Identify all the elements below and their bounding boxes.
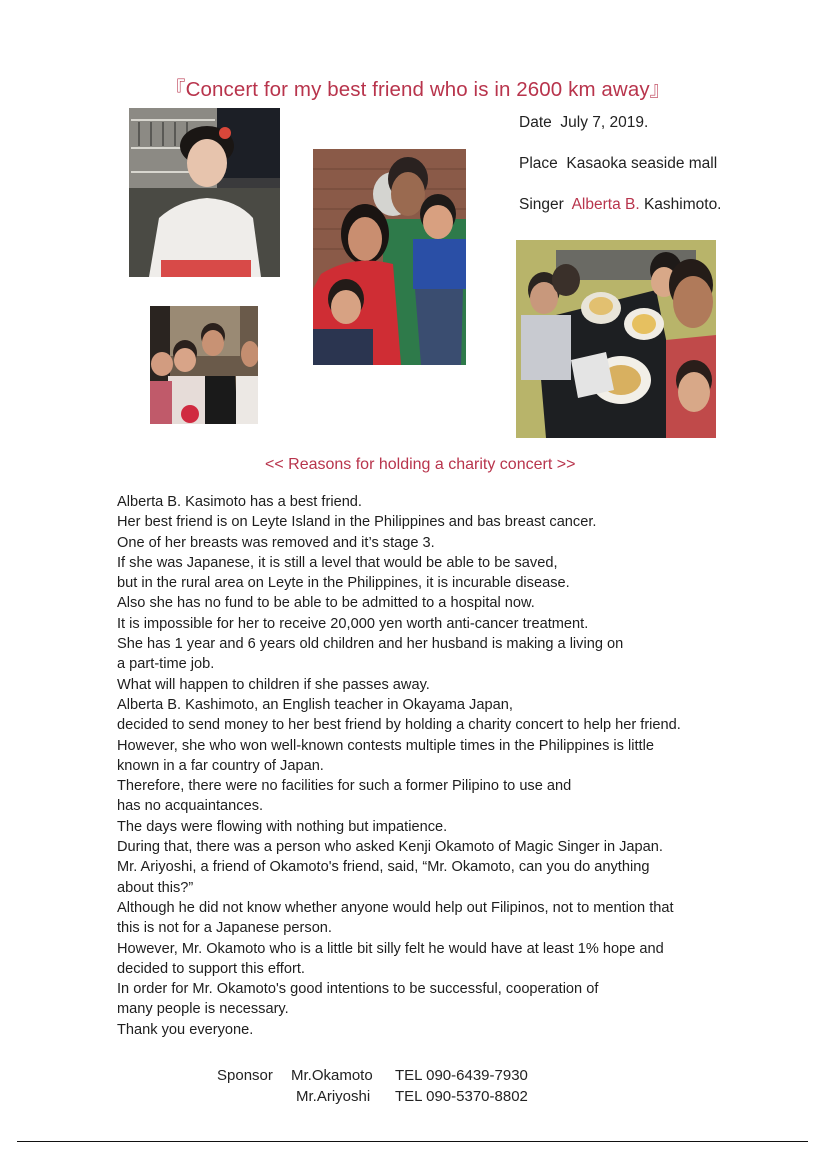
body-line: Alberta B. Kasimoto has a best friend.: [117, 494, 362, 510]
body-line: However, Mr. Okamoto who is a little bit silly felt he would have at least 1% hope and: [117, 940, 664, 957]
body-line: known in a far country of Japan.: [117, 757, 324, 774]
body-line: a part-time job.: [117, 656, 215, 673]
body-line: has no acquaintances.: [117, 798, 264, 815]
body-line: The days were flowing with nothing but impatience.: [117, 818, 448, 835]
singer-last-name: Kashimoto.: [643, 196, 722, 213]
body-line: One of her breasts was removed and it’s stage 3.: [117, 534, 435, 551]
body-line: decided to send money to her best friend by holding a charity concert to help her friend.: [117, 717, 681, 734]
event-singer: [519, 196, 722, 214]
body-line: Mr. Ariyoshi, a friend of Okamoto's friend, said, “Mr. Okamoto, can you do anything: [117, 859, 650, 876]
singer-first-name: Alberta B.: [571, 196, 640, 213]
body-line: She has 1 year and 6 years old children and her husband is making a living on: [117, 636, 624, 653]
singer-label: Singer: [519, 196, 564, 213]
body-line: but in the rural area on Leyte in the Philippines, it is incurable disease.: [117, 575, 570, 592]
body-paragraph: [117, 492, 797, 1040]
singer-kimono-photo: [129, 108, 280, 277]
body-line: During that, there was a person who asked Kenji Okamoto of Magic Singer in Japan.: [117, 839, 663, 856]
body-line: It is impossible for her to receive 20,000 yen worth anti-cancer treatment.: [117, 615, 589, 632]
body-line: In order for Mr. Okamoto's good intentions to be successful, cooperation of: [117, 981, 599, 998]
sponsor-tel-okamoto: TEL 090-6439-7930: [395, 1067, 528, 1084]
group-party-photo: [150, 306, 258, 424]
body-line: If she was Japanese, it is still a level that would be able to be saved,: [117, 554, 558, 571]
sponsor-tel-ariyoshi: TEL 090-5370-8802: [395, 1088, 528, 1105]
date-label: Date: [519, 114, 552, 131]
event-date: [519, 114, 648, 132]
section-heading: << Reasons for holding a charity concert >>: [265, 456, 576, 473]
body-line: What will happen to children if she passes away.: [117, 676, 430, 693]
body-line: decided to support this effort.: [117, 960, 305, 977]
sponsor-label: Sponsor: [217, 1067, 273, 1084]
family-photo: [313, 149, 466, 365]
body-line: However, she who won well-known contests multiple times in the Philippines is little: [117, 737, 654, 754]
place-value: Kasaoka seaside mall: [566, 155, 718, 172]
family-dinner-photo: [516, 240, 716, 438]
date-value: July 7, 2019.: [560, 114, 649, 131]
body-line: Her best friend is on Leyte Island in the Philippines and bas breast cancer.: [117, 514, 597, 531]
body-line: Alberta B. Kashimoto, an English teacher in Okayama Japan,: [117, 696, 513, 713]
sponsor-name-ariyoshi: Mr.Ariyoshi: [296, 1088, 371, 1105]
body-line: Also she has no fund to be able to be admitted to a hospital now.: [117, 595, 535, 612]
body-line: Therefore, there were no facilities for such a former Pilipino to use and: [117, 778, 572, 795]
page-title: 『Concert for my best friend who is in 2600 km away』: [165, 78, 671, 101]
body-line: about this?”: [117, 879, 194, 896]
body-line: many people is necessary.: [117, 1001, 289, 1018]
body-line: Although he did not know whether anyone would help out Filipinos, not to mention that: [117, 899, 674, 916]
body-line: this is not for a Japanese person.: [117, 920, 332, 937]
body-line: Thank you everyone.: [117, 1021, 254, 1038]
sponsor-name-okamoto: Mr.Okamoto: [291, 1067, 373, 1084]
place-label: Place: [519, 155, 558, 172]
event-place: [519, 155, 717, 173]
bottom-divider: [17, 1141, 808, 1142]
